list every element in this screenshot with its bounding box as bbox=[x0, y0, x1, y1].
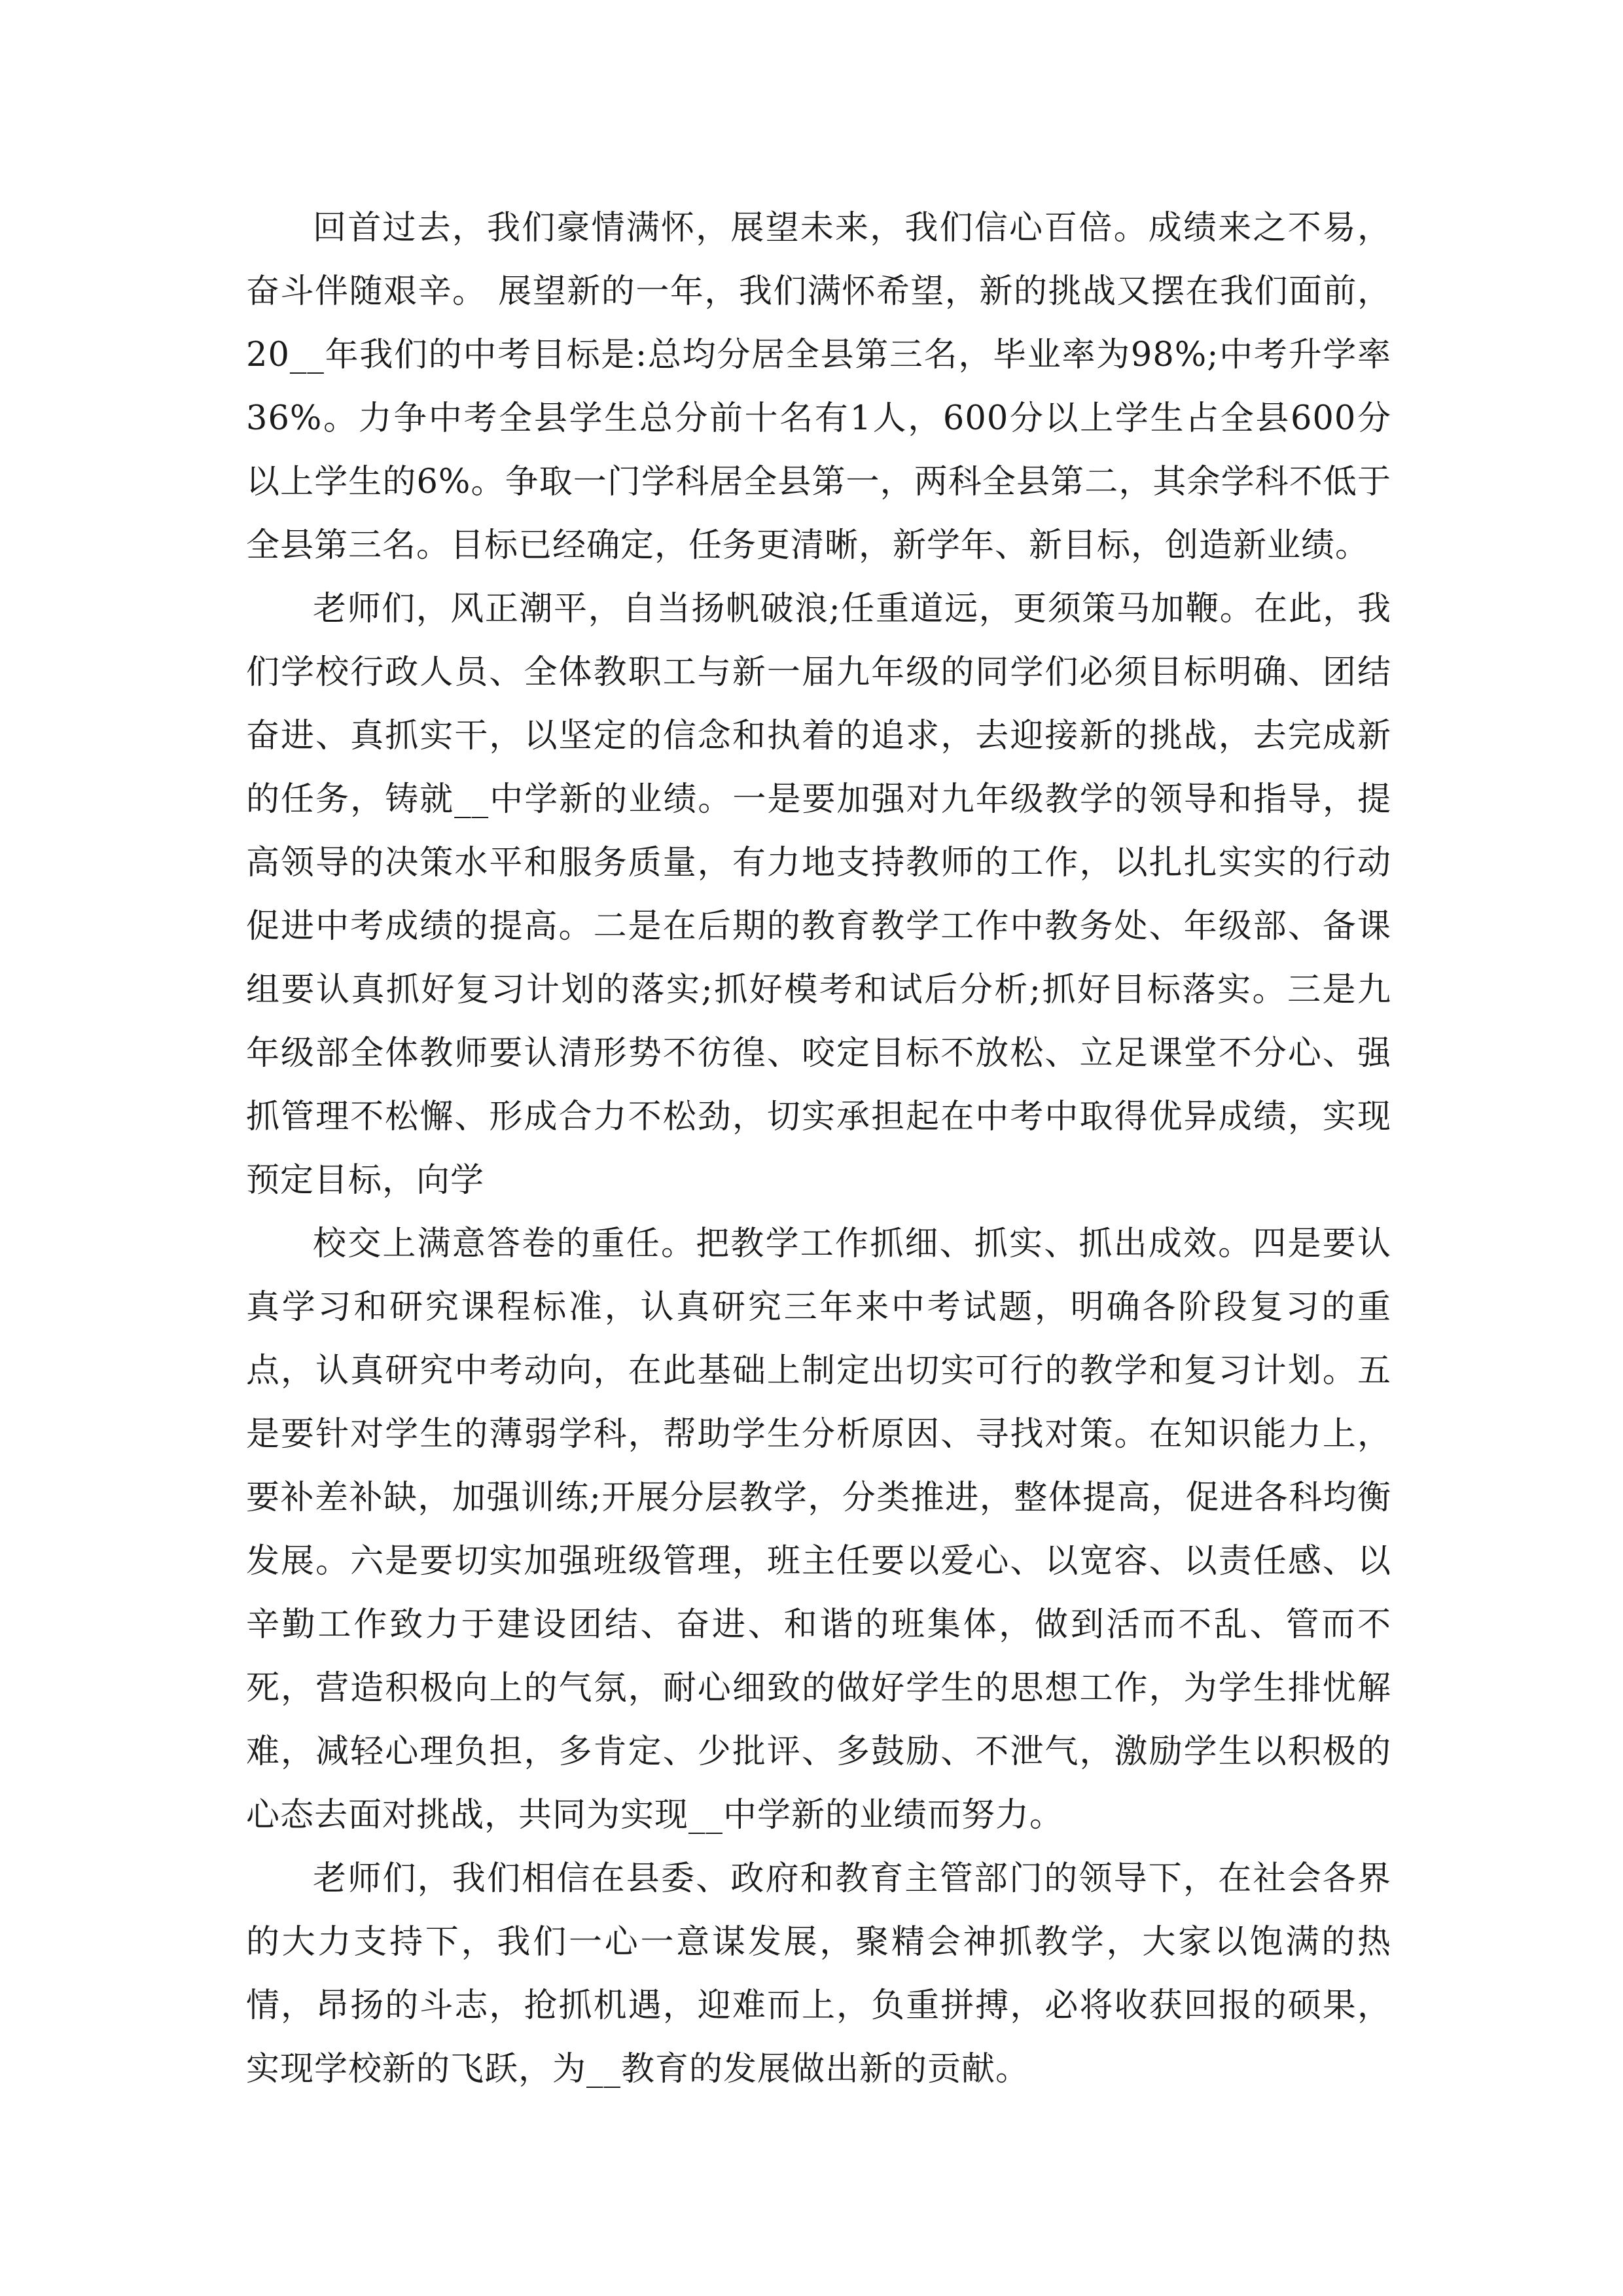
paragraph-conclusion: 老师们，我们相信在县委、政府和教育主管部门的领导下，在社会各界的大力支持下，我们一心一意谋发展，聚精会神抓教学，大家以饱满的热情，昂扬的斗志，抢抓机遇，迎难而上，负重拼搏，必将收获回报的硕果，实现学校新的飞跃，为__教育的发展做出新的贡献。 bbox=[246, 1859, 1391, 2089]
paragraph-teachers-tasks: 老师们，风正潮平，自当扬帆破浪;任重道远，更须策马加鞭。在此，我们学校行政人员、全体教职工与新一届九年级的同学们必须目标明确、团结奋进、真抓实干，以坚定的信念和执着的追求，去迎接新的挑战，去完成新的任务，铸就__中学新的业绩。一是要加强对九年级教学的领导和指导，提高领导的决策水平和服务质量，有力地支持教师的工作，以扎扎实实的行动促进中考成绩的提高。二是在后期的教育教学工作中教务处、年级部、备课组要认真抓好复习计划的落实;抓好模考和试后分析;抓好目标落实。三是九年级部全体教师要认清形势不彷徨、咬定目标不放松、立足课堂不分心、强抓管理不松懈、形成合力不松劲，切实承担起在中考中取得优异成绩，实现预定目标，向学 bbox=[246, 590, 1391, 1200]
document-body bbox=[246, 196, 1391, 2101]
paragraph-goals: 回首过去，我们豪情满怀，展望未来，我们信心百倍。成绩来之不易，奋斗伴随艰辛。 展望新的一年，我们满怀希望，新的挑战又摆在我们面前，20__年我们的中考目标是:总均分居全县第三名，毕业率为98%;中考升学率36%。力争中考全县学生总分前十名有1人，600分以上学生占全县600分以上学生的6%。争取一门学科居全县第一，两科全县第二，其余学科不低于全县第三名。目标已经确定，任务更清晰，新学年、新目标，创造新业绩。 bbox=[246, 209, 1391, 565]
paragraph-teaching-measures: 校交上满意答卷的重任。把教学工作抓细、抓实、抓出成效。四是要认真学习和研究课程标准，认真研究三年来中考试题，明确各阶段复习的重点，认真研究中考动向，在此基础上制定出切实可行的教学和复习计划。五是要针对学生的薄弱学科，帮助学生分析原因、寻找对策。在知识能力上，要补差补缺，加强训练;开展分层教学，分类推进，整体提高，促进各科均衡发展。六是要切实加强班级管理，班主任要以爱心、以宽容、以责任感、以辛勤工作致力于建设团结、奋进、和谐的班集体，做到活而不乱、管而不死，营造积极向上的气氛，耐心细致的做好学生的思想工作，为学生排忧解难，减轻心理负担，多肯定、少批评、多鼓励、不泄气，激励学生以积极的心态去面对挑战，共同为实现__中学新的业绩而努力。 bbox=[246, 1225, 1391, 1835]
